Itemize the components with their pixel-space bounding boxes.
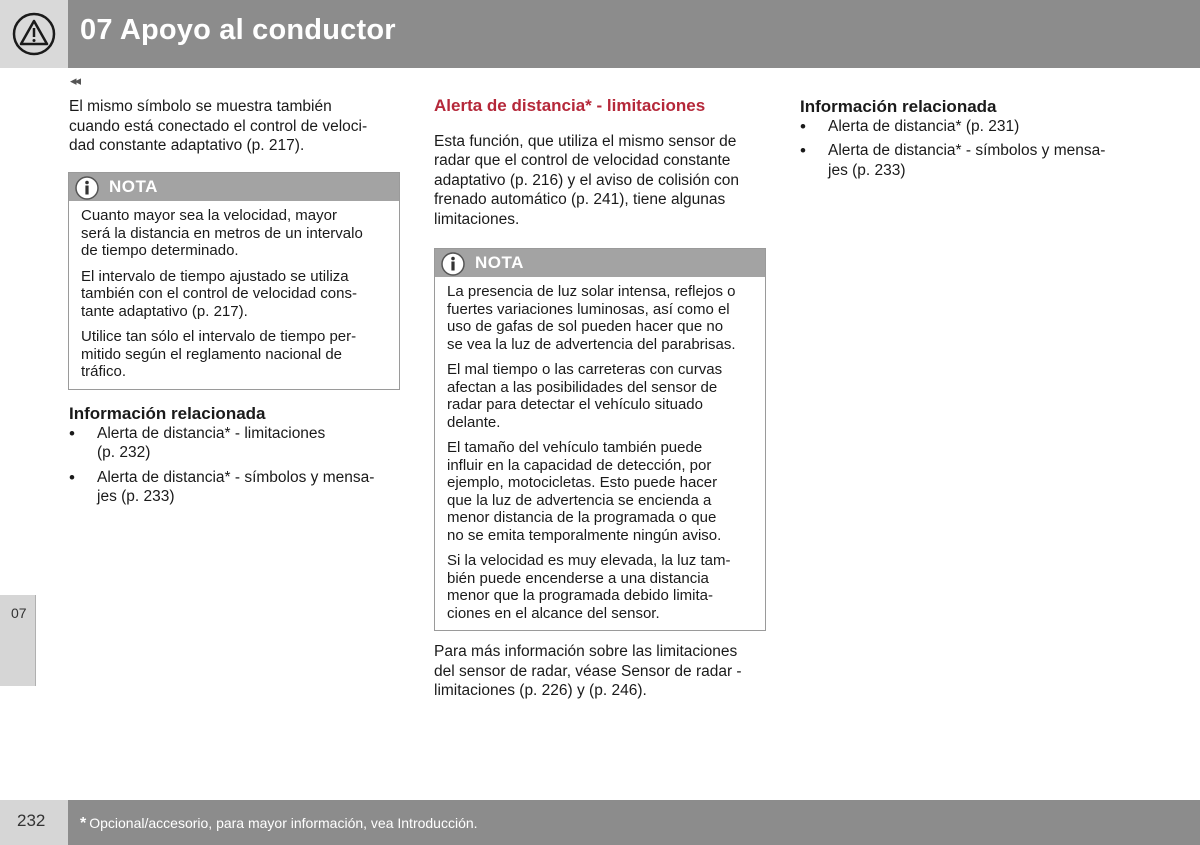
text-line: Alerta de distancia* - símbolos y mensa- — [97, 468, 375, 486]
nota-header — [69, 173, 399, 201]
text-line: dad constante adaptativo (p. 217). — [69, 137, 305, 154]
related-link[interactable] — [800, 117, 1140, 137]
info-icon — [75, 176, 99, 200]
text-line: menor distancia de la programada o que — [447, 509, 717, 526]
text-line: Alerta de distancia* - limitaciones — [97, 424, 326, 442]
outro-section — [434, 642, 774, 701]
column-1 — [69, 97, 404, 156]
text-line: que la luz de advertencia se encienda a — [447, 491, 712, 509]
nota-paragraph — [81, 328, 387, 381]
related-list — [69, 424, 404, 507]
text-line: adaptativo (p. 216) y el aviso de colisión con — [434, 171, 740, 189]
text-line: frenado automático (p. 241), tiene algunas — [434, 191, 726, 208]
nota-paragraph — [447, 283, 753, 353]
text-line: jes (p. 233) — [97, 488, 175, 505]
nota-title: NOTA — [109, 177, 158, 196]
nota-paragraph — [447, 361, 753, 431]
text-line: será la distancia en metros de un intervalo — [81, 224, 363, 242]
text-line: bién puede encenderse a una distancia — [447, 569, 709, 587]
text-line: del sensor de radar, véase Sensor de radar - — [434, 662, 742, 680]
nota-paragraph — [81, 268, 387, 321]
chapter-title: 07 Apoyo al conductor — [80, 14, 396, 46]
related-heading: Información relacionada — [69, 404, 266, 423]
text-line: influir en la capacidad de detección, por — [447, 456, 712, 474]
text-line: delante. — [447, 413, 501, 431]
intro-paragraph — [434, 132, 774, 230]
nota-paragraph — [447, 439, 753, 544]
text-line: tante adaptativo (p. 217). — [81, 302, 248, 320]
nota-body — [69, 201, 399, 389]
warning-triangle-icon — [12, 12, 56, 56]
related-heading: Información relacionada — [800, 97, 997, 116]
text-line: limitaciones (p. 226) y (p. 246). — [434, 682, 647, 699]
nota-paragraph — [81, 207, 387, 260]
text-line: Utilice tan sólo el intervalo de tiempo per- — [81, 328, 357, 345]
info-icon — [441, 252, 465, 276]
outro-paragraph — [434, 642, 774, 701]
text-line: no se emita temporalmente ningún aviso. — [447, 526, 722, 544]
header-icon-box — [0, 0, 68, 68]
text-line: (p. 232) — [97, 444, 151, 461]
text-line: El tamaño del vehículo también puede — [447, 439, 703, 456]
text-line: La presencia de luz solar intensa, reflejos o — [447, 283, 736, 300]
text-line: Para más información sobre las limitaciones — [434, 643, 738, 660]
text-line: Si la velocidad es muy elevada, la luz tam- — [447, 552, 731, 569]
column-2 — [434, 96, 774, 229]
text-line: menor que la programada debido limita- — [447, 587, 713, 604]
text-line: cuando está conectado el control de veloci- — [69, 117, 368, 135]
footnote-star: * — [80, 815, 87, 832]
text-line: fuertes variaciones luminosas, así como el — [447, 300, 730, 318]
text-line: El mismo símbolo se muestra también — [69, 98, 332, 115]
text-line: radar que el control de velocidad constante — [434, 152, 731, 169]
intro-paragraph — [69, 97, 404, 156]
related-section-1 — [69, 404, 404, 512]
text-line: de tiempo determinado. — [81, 242, 239, 259]
related-list — [800, 117, 1140, 181]
text-line: uso de gafas de sol pueden hacer que no — [447, 318, 724, 335]
related-link[interactable] — [800, 141, 1140, 180]
text-line: se vea la luz de advertencia del parabrisas. — [447, 335, 736, 353]
page-number: 232 — [17, 811, 46, 830]
text-line: Esta función, que utiliza el mismo sensor de — [434, 132, 737, 150]
footnote — [80, 815, 478, 833]
left-gutter — [0, 68, 68, 845]
text-line: afectan a las posibilidades del sensor de — [447, 378, 718, 396]
text-line: Cuanto mayor sea la velocidad, mayor — [81, 207, 337, 224]
text-line: Alerta de distancia* (p. 231) — [828, 117, 1020, 135]
related-link[interactable] — [69, 424, 404, 463]
nota-box — [68, 172, 400, 390]
nota-header — [435, 249, 765, 277]
nota-box — [434, 248, 766, 631]
text-line: radar para detectar el vehículo situado — [447, 396, 703, 413]
continued-marker-icon: ◂◂ — [70, 73, 80, 88]
text-line: limitaciones. — [434, 210, 520, 228]
section-heading: Alerta de distancia* - limitaciones — [434, 96, 706, 115]
column-3 — [800, 97, 1140, 185]
text-line: ejemplo, motocicletas. Esto puede hacer — [447, 474, 718, 491]
nota-paragraph — [447, 552, 753, 622]
text-line: mitido según el reglamento nacional de — [81, 345, 342, 363]
related-link[interactable] — [69, 468, 404, 507]
text-line: ciones en el alcance del sensor. — [447, 604, 660, 622]
text-line: tráfico. — [81, 363, 127, 380]
text-line: jes (p. 233) — [828, 161, 906, 179]
text-line: Alerta de distancia* - símbolos y mensa- — [828, 142, 1106, 159]
nota-title: NOTA — [475, 253, 524, 272]
text-line: también con el control de velocidad cons- — [81, 285, 357, 302]
nota-body — [435, 277, 765, 630]
footnote-text: Opcional/accesorio, para mayor información, vea Introducción. — [89, 815, 478, 831]
text-line: El intervalo de tiempo ajustado se utiliza — [81, 267, 349, 285]
chapter-tab-label: 07 — [11, 605, 27, 621]
text-line: El mal tiempo o las carreteras con curvas — [447, 361, 723, 378]
